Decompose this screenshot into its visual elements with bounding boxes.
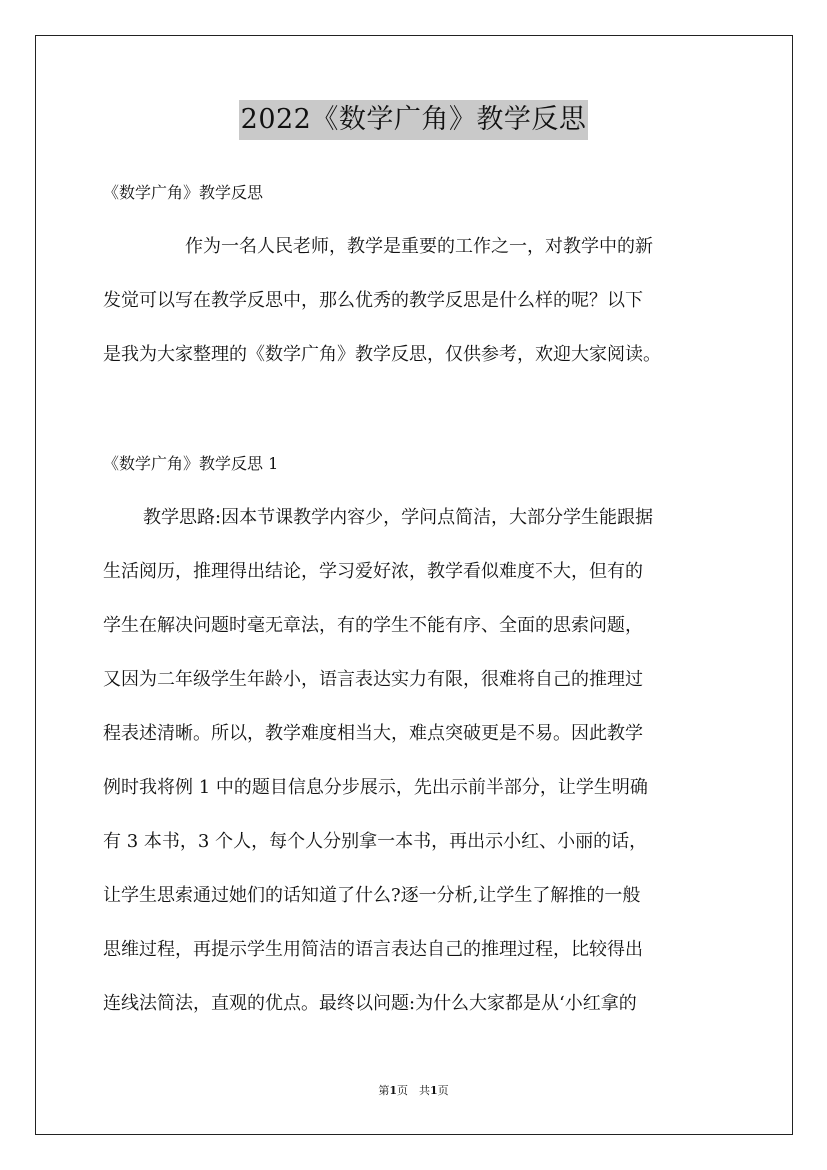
section1-line: 学生在解决问题时毫无章法，有的学生不能有序、全面的思索问题， <box>103 615 643 636</box>
footer-page-current: 1 <box>389 1084 397 1097</box>
footer-page-total: 1 <box>430 1084 438 1097</box>
intro-line: 发觉可以写在教学反思中，那么优秀的教学反思是什么样的呢？以下 <box>103 290 643 311</box>
intro-line: 是我为大家整理的《数学广角》教学反思，仅供参考，欢迎大家阅读。 <box>103 344 661 365</box>
section1-line: 连线法简法，直观的优点。最终以问题:为什么大家都是从‘小红拿的 <box>103 993 637 1014</box>
intro-paragraph <box>103 220 743 382</box>
section1-line: 让学生思索通过她们的话知道了什么?逐一分析,让学生了解推的一般 <box>103 885 641 906</box>
section1-line: 有 3 本书，3 个人，每个人分别拿一本书，再出示小红、小丽的话， <box>103 831 648 852</box>
intro-heading: 《数学广角》教学反思 <box>103 183 264 202</box>
section1-paragraph <box>103 491 743 1031</box>
title-container <box>0 100 827 140</box>
footer-suffix: 页 <box>437 1084 449 1097</box>
page-footer <box>0 1083 827 1099</box>
section1-line: 程表述清晰。所以，教学难度相当大，难点突破更是不易。因此教学 <box>103 723 643 744</box>
section1-line: 生活阅历，推理得出结论，学习爱好浓，教学看似难度不大，但有的 <box>103 561 643 582</box>
footer-mid: 页 共 <box>397 1084 430 1097</box>
section1-line: 教学思路:因本节课教学内容少，学问点简洁，大部分学生能跟据 <box>143 507 654 528</box>
section1-heading: 《数学广角》教学反思 1 <box>103 454 279 473</box>
section1-line: 思维过程，再提示学生用简洁的语言表达自己的推理过程，比较得出 <box>103 939 643 960</box>
intro-line: 作为一名人民老师，教学是重要的工作之一，对教学中的新 <box>185 236 653 257</box>
section1-line: 例时我将例 1 中的题目信息分步展示，先出示前半部分，让学生明确 <box>103 777 648 798</box>
footer-prefix: 第 <box>378 1084 390 1097</box>
section1-line: 又因为二年级学生年龄小，语言表达实力有限，很难将自己的推理过 <box>103 669 643 690</box>
document-title: 2022《数学广角》教学反思 <box>239 100 589 140</box>
